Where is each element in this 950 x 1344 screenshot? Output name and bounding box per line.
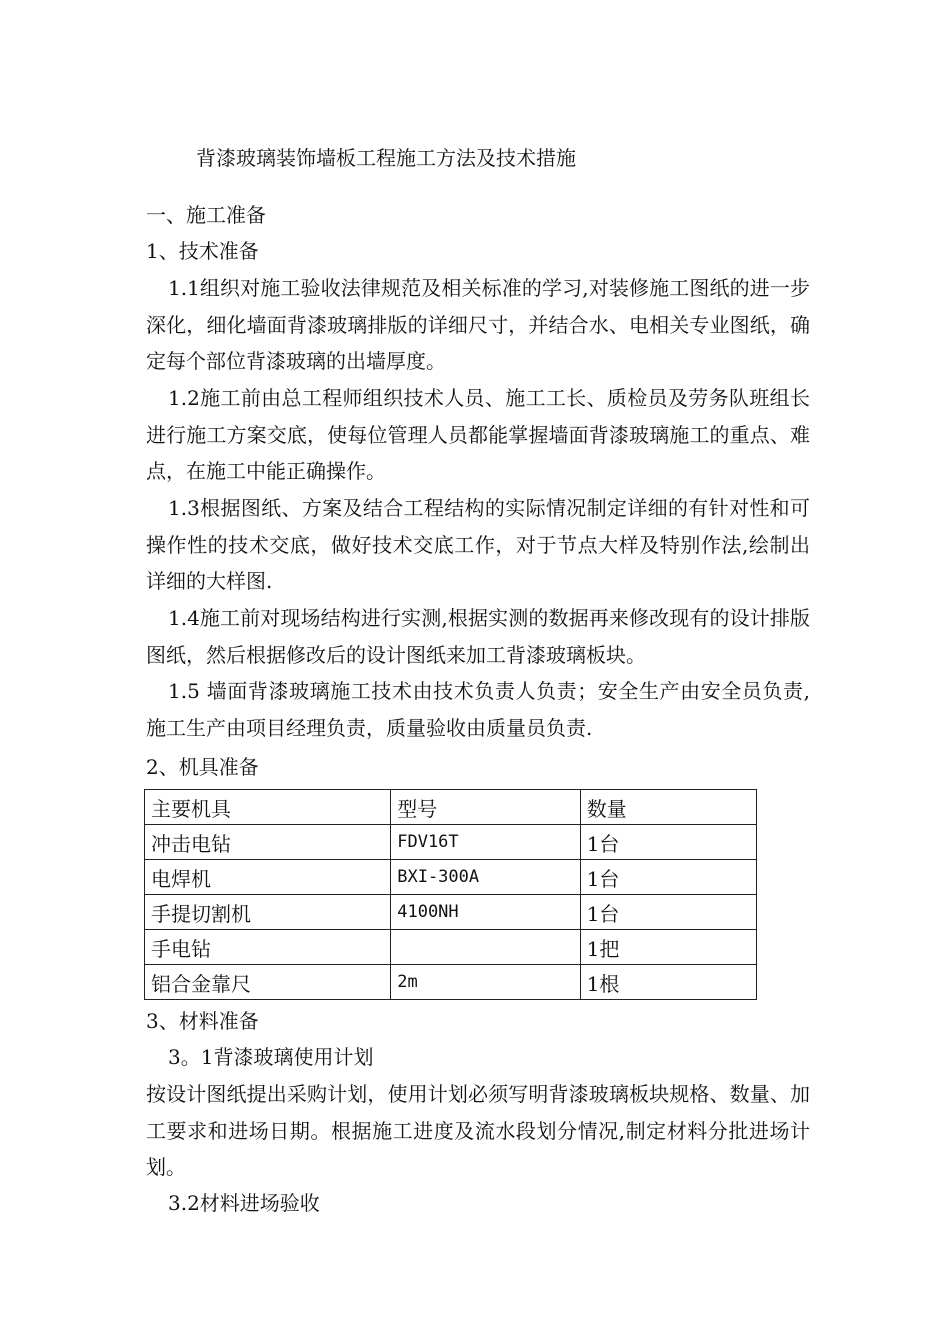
table-row (145, 860, 757, 895)
paragraph-1-2: 1.2施工前由总工程师组织技术人员、施工工长、质检员及劳务队班组长进行施工方案交底，使每位管理人员都能掌握墙面背漆玻璃施工的重点、难点，在施工中能正确操作。 (146, 386, 810, 483)
table-cell: 1台 (580, 825, 756, 860)
table-cell: 1把 (580, 930, 756, 965)
tools-table (144, 789, 757, 1000)
table-cell: 电焊机 (145, 860, 391, 895)
table-row (145, 895, 757, 930)
paragraph-3-1-heading: 3。1背漆玻璃使用计划 (168, 1045, 374, 1069)
paragraph-1-4: 1.4施工前对现场结构进行实测,根据实测的数据再来修改现有的设计排版图纸，然后根据修改后的设计图纸来加工背漆玻璃板块。 (146, 606, 810, 667)
table-cell: 1台 (580, 860, 756, 895)
table-row (145, 825, 757, 860)
section-heading-preparation: 一、施工准备 (146, 203, 266, 227)
table-header-cell: 数量 (580, 790, 756, 825)
table-header-cell: 主要机具 (145, 790, 391, 825)
table-header-cell: 型号 (391, 790, 580, 825)
table-row (145, 930, 757, 965)
paragraph-1-1: 1.1组织对施工验收法律规范及相关标准的学习,对装修施工图纸的进一步深化，细化墙面背漆玻璃排版的详细尺寸，并结合水、电相关专业图纸，确定每个部位背漆玻璃的出墙厚度。 (146, 276, 810, 373)
table-cell (391, 930, 580, 965)
table-cell: 手电钻 (145, 930, 391, 965)
document-title: 背漆玻璃装饰墙板工程施工方法及技术措施 (196, 146, 576, 170)
table-cell: 1台 (580, 895, 756, 930)
table-cell: 2m (391, 965, 580, 1000)
table-cell: 冲击电钻 (145, 825, 391, 860)
table-cell: 4100NH (391, 895, 580, 930)
table-cell: 手提切割机 (145, 895, 391, 930)
subsection-heading-technical: 1、技术准备 (146, 239, 259, 263)
table-cell: 1根 (580, 965, 756, 1000)
table-cell: FDV16T (391, 825, 580, 860)
paragraph-1-3: 1.3根据图纸、方案及结合工程结构的实际情况制定详细的有针对性和可操作性的技术交底，做好技术交底工作，对于节点大样及特别作法,绘制出详细的大样图. (146, 496, 810, 593)
subsection-heading-materials: 3、材料准备 (146, 1009, 259, 1033)
table-header-row (145, 790, 757, 825)
table-row (145, 965, 757, 1000)
paragraph-3-1-body: 按设计图纸提出采购计划，使用计划必须写明背漆玻璃板块规格、数量、加工要求和进场日期。根据施工进度及流水段划分情况,制定材料分批进场计划。 (146, 1082, 810, 1179)
table-cell: BXI-300A (391, 860, 580, 895)
table-cell: 铝合金靠尺 (145, 965, 391, 1000)
paragraph-3-2-heading: 3.2材料进场验收 (168, 1191, 320, 1215)
subsection-heading-tools: 2、机具准备 (146, 755, 259, 779)
paragraph-1-5: 1.5 墙面背漆玻璃施工技术由技术负责人负责；安全生产由安全员负责,施工生产由项目经理负责，质量验收由质量员负责. (146, 679, 810, 740)
